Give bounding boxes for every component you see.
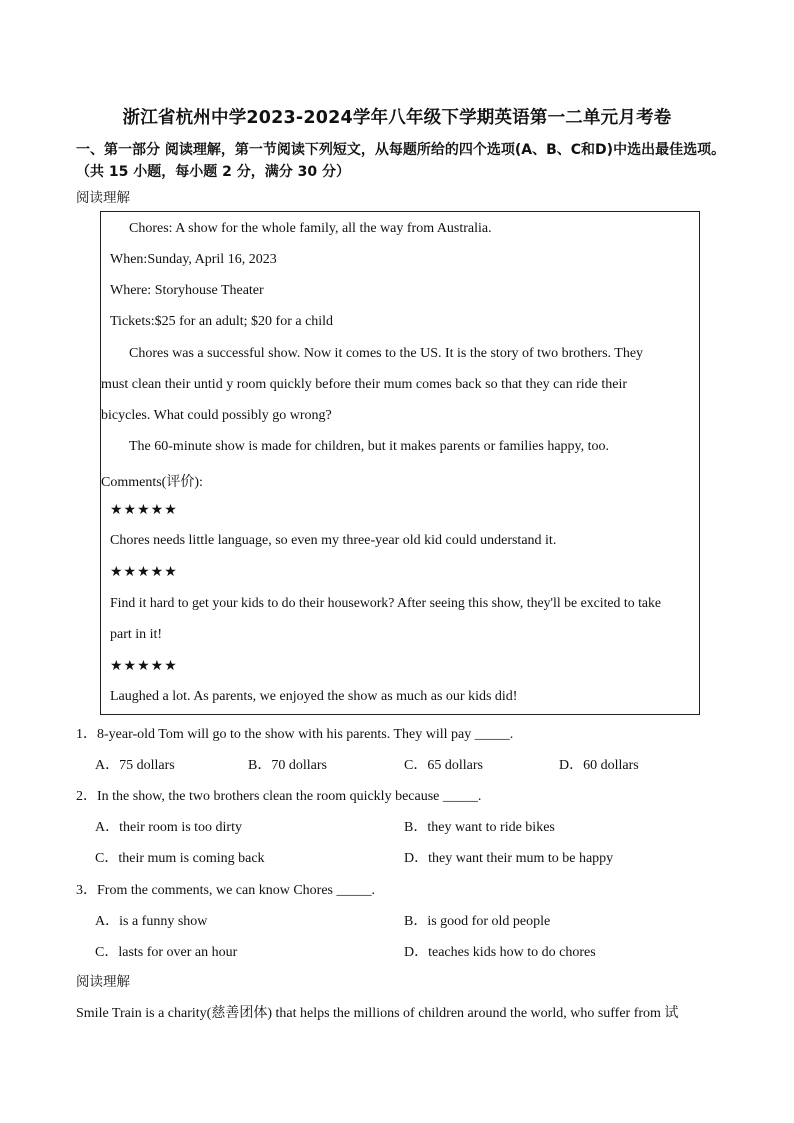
option-a[interactable]: A．is a funny show: [95, 914, 208, 929]
passage-line: Comments(评价):: [101, 475, 203, 490]
passage-line: Chores: A show for the whole family, all the way from Australia.: [129, 221, 492, 236]
option-b[interactable]: B．they want to ride bikes: [404, 820, 555, 835]
section-heading: 一、第一部分 阅读理解，第一节阅读下列短文，从每题所给的四个选项(A、B、C和D)中选出最佳选项。（共 15 小题，每小题 2 分，满分 30 分）: [76, 142, 726, 180]
option-d[interactable]: D．60 dollars: [559, 758, 639, 773]
rating-stars: ★★★★★: [110, 659, 178, 674]
question-stem: 1．8-year-old Tom will go to the show with his parents. They will pay _____.: [76, 727, 514, 742]
passage-line: Tickets:$25 for an adult; $20 for a child: [110, 314, 334, 329]
option-c[interactable]: C．65 dollars: [404, 758, 483, 773]
comment-line: Find it hard to get your kids to do their housework? After seeing this show, they'll be excited to take: [110, 595, 662, 610]
comment-line: part in it!: [110, 627, 163, 642]
option-d[interactable]: D．teaches kids how to do chores: [404, 945, 596, 960]
option-a[interactable]: A．their room is too dirty: [95, 820, 242, 835]
rating-stars: ★★★★★: [110, 503, 178, 518]
comment-line: Chores needs little language, so even my three-year old kid could understand it.: [110, 533, 557, 548]
exam-title: 浙江省杭州中学2023-2024学年八年级下学期英语第一二单元月考卷: [122, 108, 672, 128]
reading-label: 阅读理解: [76, 190, 130, 206]
question-stem: 3．From the comments, we can know Chores _____.: [76, 883, 376, 898]
reading-label: 阅读理解: [76, 974, 130, 990]
option-c[interactable]: C．lasts for over an hour: [95, 945, 238, 960]
option-b[interactable]: B．70 dollars: [248, 758, 327, 773]
next-passage-line: Smile Train is a charity(慈善团体) that helps the millions of children around the world, who suffer from 试: [76, 1006, 679, 1021]
question-stem: 2．In the show, the two brothers clean the room quickly because _____.: [76, 789, 482, 804]
option-d[interactable]: D．they want their mum to be happy: [404, 851, 614, 866]
option-b[interactable]: B．is good for old people: [404, 914, 551, 929]
passage-line: Where: Storyhouse Theater: [110, 283, 264, 298]
passage-box: [100, 211, 700, 715]
option-a[interactable]: A．75 dollars: [95, 758, 175, 773]
comment-line: Laughed a lot. As parents, we enjoyed the show as much as our kids did!: [110, 689, 518, 704]
passage-line: must clean their untid y room quickly before their mum comes back so that they can ride their: [101, 377, 628, 392]
passage-line: Chores was a successful show. Now it comes to the US. It is the story of two brothers. They: [129, 346, 644, 361]
option-c[interactable]: C．their mum is coming back: [95, 851, 265, 866]
rating-stars: ★★★★★: [110, 565, 178, 580]
passage-line: bicycles. What could possibly go wrong?: [101, 408, 332, 423]
passage-line: The 60-minute show is made for children, but it makes parents or families happy, too.: [129, 439, 610, 454]
passage-line: When:Sunday, April 16, 2023: [110, 252, 277, 267]
